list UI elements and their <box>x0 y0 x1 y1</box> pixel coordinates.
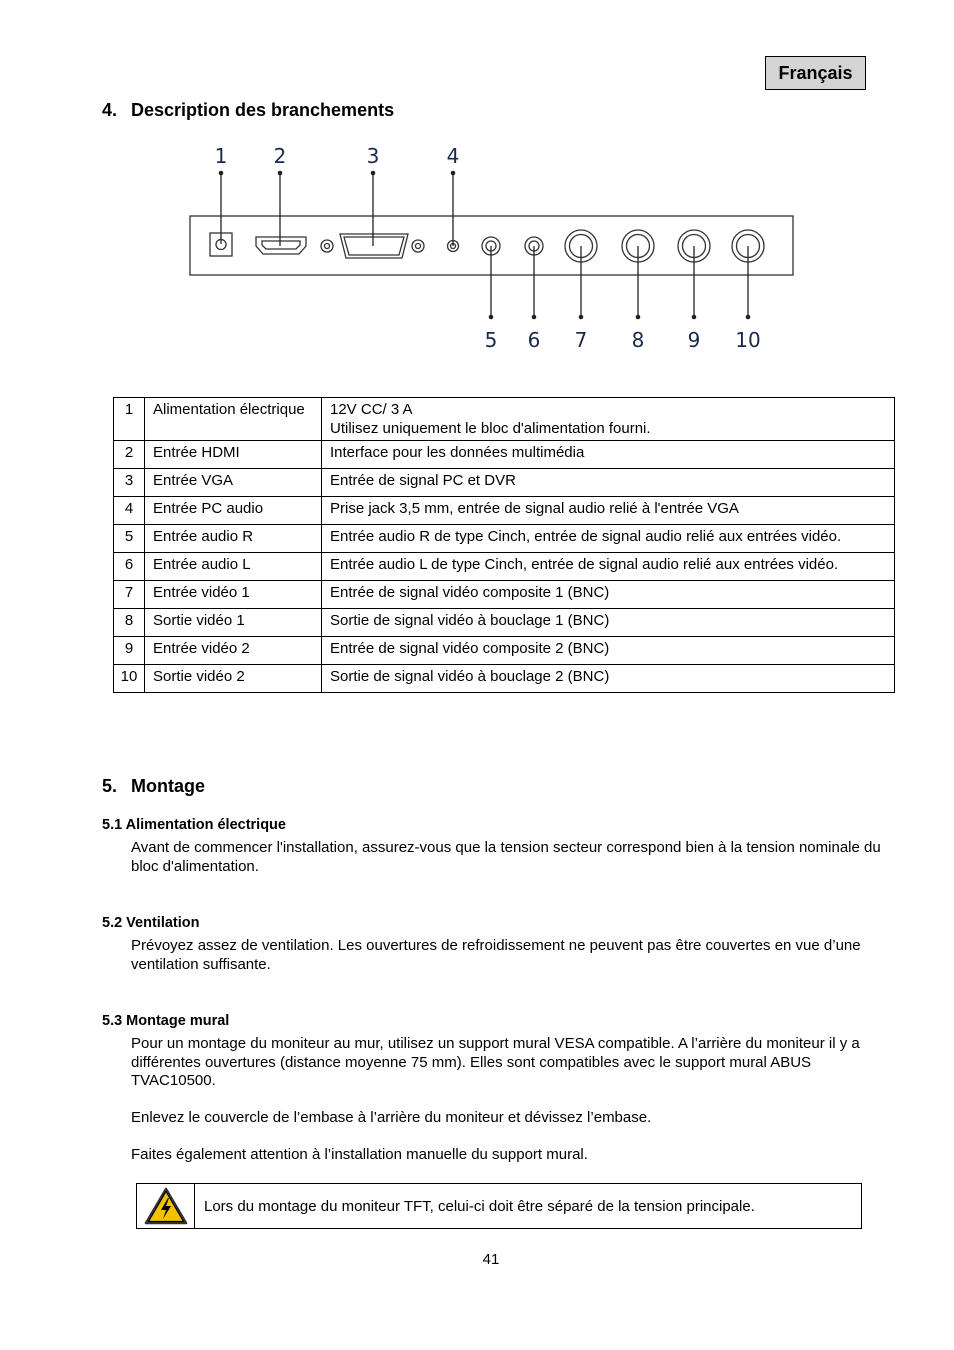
connector-description: Entrée de signal vidéo composite 1 (BNC) <box>322 581 895 609</box>
diagram-label-10: 10 <box>735 328 761 352</box>
connector-name: Entrée VGA <box>145 469 322 497</box>
connector-number: 6 <box>114 553 145 581</box>
subsection-5-2-text: Prévoyez assez de ventilation. Les ouvertures de refroidissement ne peuvent pas être couvertes en vue d’une ventilation suffisante. <box>131 937 861 973</box>
connector-number: 2 <box>114 441 145 469</box>
connector-description: Entrée de signal PC et DVR <box>322 469 895 497</box>
language-label: Français <box>765 56 866 90</box>
warning-text: Lors du montage du moniteur TFT, celui-ci doit être séparé de la tension principale. <box>204 1197 755 1215</box>
connector-name: Entrée vidéo 2 <box>145 637 322 665</box>
connector-number: 9 <box>114 637 145 665</box>
diagram-label-9: 9 <box>687 328 701 352</box>
high-voltage-warning-icon <box>144 1187 188 1225</box>
connector-name: Alimentation électrique <box>145 398 322 441</box>
connector-number: 5 <box>114 525 145 553</box>
table-row <box>114 497 895 525</box>
connector-description: 12V CC/ 3 A Utilisez uniquement le bloc d'alimentation fourni. <box>322 398 895 441</box>
subsection-5-3-title: 5.3 Montage mural <box>102 1013 230 1029</box>
table-row <box>114 609 895 637</box>
connector-description: Prise jack 3,5 mm, entrée de signal audio relié à l'entrée VGA <box>322 497 895 525</box>
diagram-label-6: 6 <box>527 328 541 352</box>
connections-table <box>113 397 895 693</box>
hdmi-connector <box>256 237 306 254</box>
subsection-5-1-text: Avant de commencer l'installation, assurez-vous que la tension secteur correspond bien à la tension nominale du bloc d'alimentation. <box>131 839 881 875</box>
connector-description: Interface pour les données multimédia <box>322 441 895 469</box>
table-row <box>114 525 895 553</box>
table-row <box>114 469 895 497</box>
table-row <box>114 637 895 665</box>
connector-number: 1 <box>114 398 145 441</box>
subsection-5-2-title: 5.2 Ventilation <box>102 915 200 931</box>
connector-panel-diagram <box>180 140 800 355</box>
table-row <box>114 665 895 693</box>
connector-number: 3 <box>114 469 145 497</box>
connector-number: 4 <box>114 497 145 525</box>
connector-number: 8 <box>114 609 145 637</box>
diagram-label-3: 3 <box>366 144 380 168</box>
vga-screw-left <box>321 240 333 252</box>
diagram-label-2: 2 <box>273 144 287 168</box>
diagram-label-7: 7 <box>574 328 588 352</box>
subsection-5-3-text-1: Pour un montage du moniteur au mur, utilisez un support mural VESA compatible. A l’arrière du moniteur il y a différentes ouvertures (distance moyenne 75 mm). Elles sont compatibles avec le support mural ABUS TVAC10500. <box>131 1035 860 1090</box>
subsection-5-3-text-2: Enlevez le couvercle de l’embase à l’arrière du moniteur et dévissez l’embase. <box>131 1109 652 1126</box>
section-5-heading <box>102 776 205 797</box>
connector-name: Sortie vidéo 2 <box>145 665 322 693</box>
connector-name: Sortie vidéo 1 <box>145 609 322 637</box>
diagram-label-8: 8 <box>631 328 645 352</box>
connector-number: 10 <box>114 665 145 693</box>
diagram-label-4: 4 <box>446 144 460 168</box>
connector-description: Sortie de signal vidéo à bouclage 2 (BNC) <box>322 665 895 693</box>
connector-description: Entrée de signal vidéo composite 2 (BNC) <box>322 637 895 665</box>
table-row <box>114 398 895 441</box>
connector-description: Entrée audio R de type Cinch, entrée de signal audio relié aux entrées vidéo. <box>322 525 895 553</box>
warning-box <box>136 1183 862 1229</box>
table-row <box>114 553 895 581</box>
section-number: 4. <box>102 100 118 120</box>
section-4-heading <box>102 100 394 121</box>
connector-name: Entrée HDMI <box>145 441 322 469</box>
connector-number: 7 <box>114 581 145 609</box>
table-row <box>114 581 895 609</box>
table-row <box>114 441 895 469</box>
section-title: Montage <box>131 776 205 796</box>
subsection-5-1-title: 5.1 Alimentation électrique <box>102 817 286 833</box>
diagram-label-1: 1 <box>214 144 228 168</box>
section-number: 5. <box>102 776 118 796</box>
connector-name: Entrée vidéo 1 <box>145 581 322 609</box>
hdmi-connector-inner <box>262 241 300 249</box>
connector-name: Entrée audio R <box>145 525 322 553</box>
connector-description: Sortie de signal vidéo à bouclage 1 (BNC) <box>322 609 895 637</box>
connector-name: Entrée PC audio <box>145 497 322 525</box>
page-number: 41 <box>482 1251 500 1268</box>
connector-description: Entrée audio L de type Cinch, entrée de signal audio relié aux entrées vidéo. <box>322 553 895 581</box>
section-title: Description des branchements <box>131 100 395 120</box>
subsection-5-3-text-3: Faites également attention à l’installation manuelle du support mural. <box>131 1146 588 1163</box>
diagram-label-5: 5 <box>484 328 498 352</box>
connector-name: Entrée audio L <box>145 553 322 581</box>
warning-icon-cell <box>137 1184 195 1228</box>
vga-screw-right <box>412 240 424 252</box>
